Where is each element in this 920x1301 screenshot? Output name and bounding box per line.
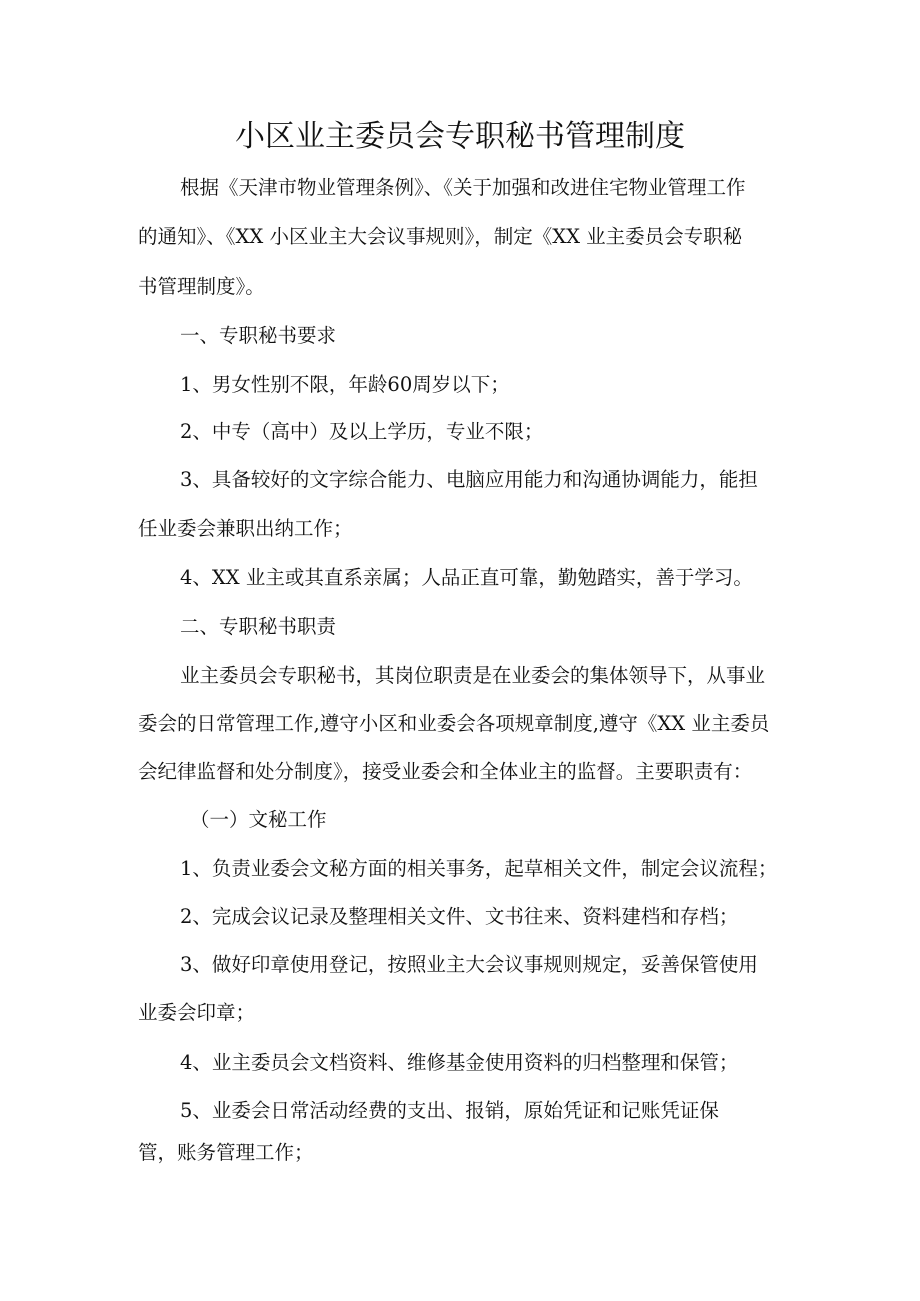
subsection-heading: （一）文秘工作 — [190, 808, 327, 831]
list-item: 4、业主委员会文档资料、维修基金使用资料的归档整理和保管； — [180, 1051, 739, 1074]
list-item: 1、负责业委会文秘方面的相关事务，起草相关文件，制定会议流程； — [180, 857, 778, 880]
list-item: 1、男女性别不限，年龄60周岁以下； — [180, 373, 510, 396]
list-item: 管，账务管理工作； — [138, 1141, 314, 1164]
paragraph-line: 业主委员会专职秘书，其岗位职责是在业委会的集体领导下，从事业 — [180, 664, 766, 687]
paragraph-line: 书管理制度》。 — [138, 275, 265, 298]
list-item: 5、业委会日常活动经费的支出、报销，原始凭证和记账凭证保 — [180, 1099, 719, 1122]
list-item: 2、完成会议记录及整理相关文件、文书往来、资料建档和存档； — [180, 905, 739, 928]
list-item: 3、具备较好的文字综合能力、电脑应用能力和沟通协调能力，能担 — [180, 468, 758, 491]
list-item: 业委会印章； — [138, 1001, 256, 1024]
paragraph-line: 的通知》、《XX 小区业主大会议事规则》，制定《XX 业主委员会专职秘 — [138, 225, 743, 248]
section-heading: 二、专职秘书职责 — [180, 615, 337, 638]
list-item: 4、XX 业主或其直系亲属；人品正直可靠，勤勉踏实，善于学习。 — [180, 566, 753, 589]
paragraph-line: 根据《天津市物业管理条例》、《关于加强和改进住宅物业管理工作 — [180, 176, 746, 199]
paragraph-line: 会纪律监督和处分制度》，接受业委会和全体业主的监督。主要职责有： — [138, 760, 753, 783]
section-heading: 一、专职秘书要求 — [180, 324, 337, 347]
paragraph-line: 委会的日常管理工作,遵守小区和业委会各项规章制度,遵守《XX 业主委员 — [138, 712, 770, 735]
list-item: 任业委会兼职出纳工作； — [138, 517, 353, 540]
document-title: 小区业主委员会专职秘书管理制度 — [235, 119, 685, 154]
list-item: 2、中专（高中）及以上学历，专业不限； — [180, 420, 544, 443]
list-item: 3、做好印章使用登记，按照业主大会议事规则规定，妥善保管使用 — [180, 953, 758, 976]
